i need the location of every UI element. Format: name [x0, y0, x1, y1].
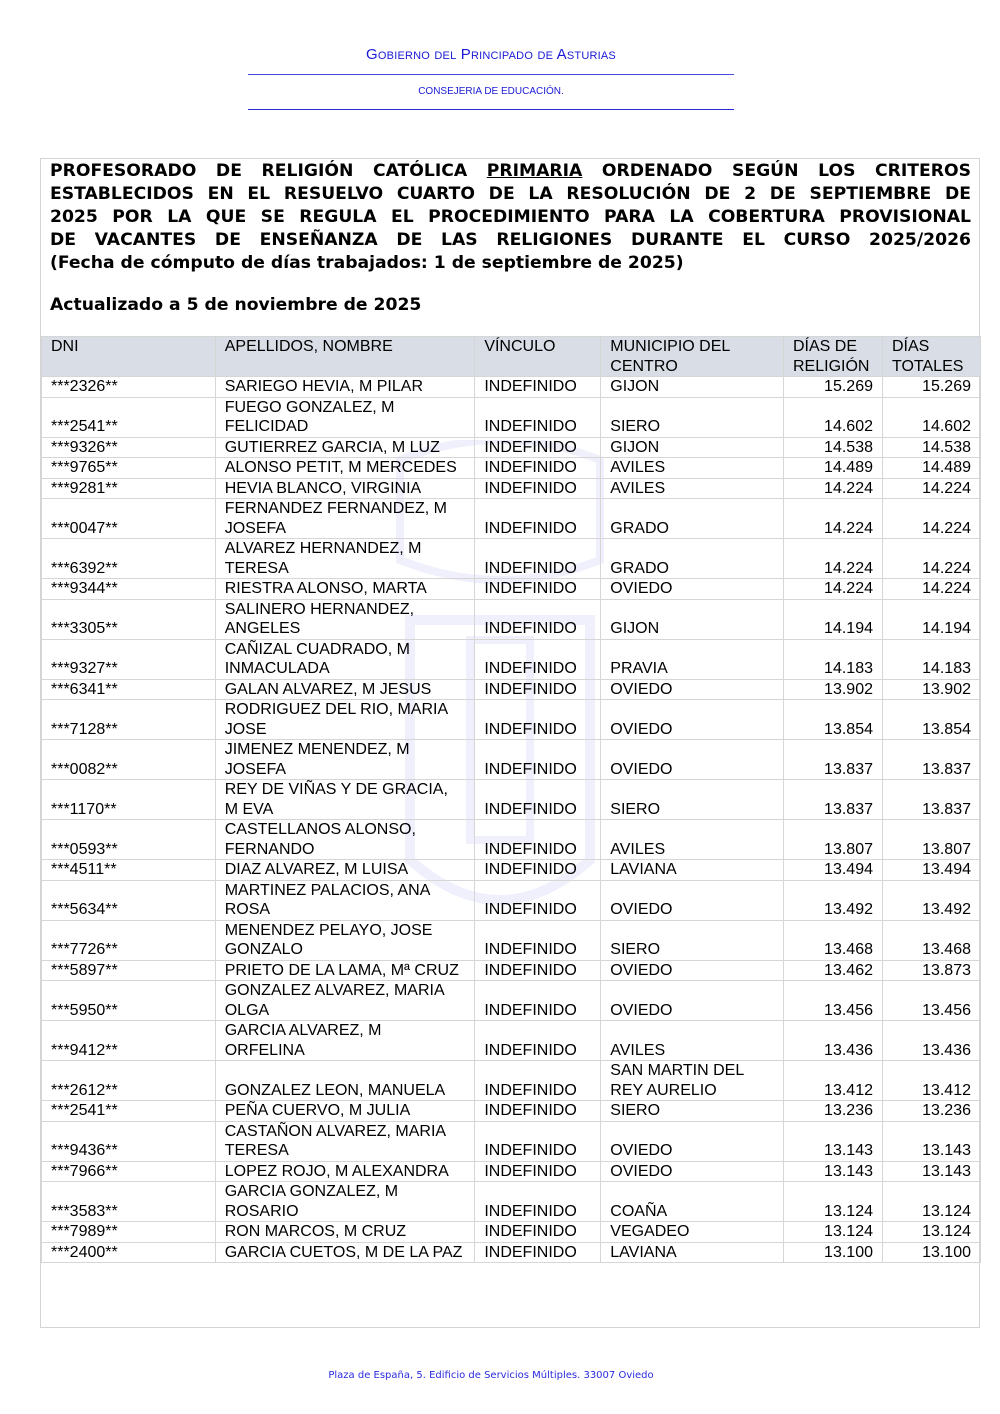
dias-totales-cell: 13.124	[882, 1182, 980, 1222]
name-cell: ALVAREZ HERNANDEZ, M TERESA	[215, 539, 475, 579]
dias-totales-cell: 15.269	[882, 377, 980, 398]
name-cell: JIMENEZ MENENDEZ, M JOSEFA	[215, 740, 475, 780]
dias-religion-cell: 14.538	[784, 437, 883, 458]
table-row	[42, 920, 981, 960]
table-row	[42, 679, 981, 700]
dni-cell: ***1170**	[42, 780, 216, 820]
title-line-4: DE VACANTES DE ENSEÑANZA DE LAS RELIGIONES DURANTE EL CURSO 2025/2026	[50, 230, 971, 250]
table-row	[42, 1182, 981, 1222]
table-row	[42, 1161, 981, 1182]
municipio-cell: SIERO	[601, 397, 784, 437]
dni-cell: ***9765**	[42, 458, 216, 479]
dias-totales-cell: 13.873	[882, 960, 980, 981]
dni-cell: ***2541**	[42, 397, 216, 437]
column-header-dias-totales: DÍAS TOTALES	[882, 337, 980, 377]
title-line-3: 2025 POR LA QUE SE REGULA EL PROCEDIMIENTO PARA LA COBERTURA PROVISIONAL	[50, 207, 971, 227]
dni-cell: ***5950**	[42, 981, 216, 1021]
dias-religion-cell: 13.100	[784, 1242, 883, 1263]
dias-religion-cell: 13.456	[784, 981, 883, 1021]
vinculo-cell: INDEFINIDO	[475, 499, 601, 539]
dias-religion-cell: 14.224	[784, 539, 883, 579]
vinculo-cell: INDEFINIDO	[475, 920, 601, 960]
name-cell: GUTIERREZ GARCIA, M LUZ	[215, 437, 475, 458]
dias-totales-cell: 13.456	[882, 981, 980, 1021]
dni-cell: ***3583**	[42, 1182, 216, 1222]
dias-religion-cell: 13.854	[784, 700, 883, 740]
dias-totales-cell: 13.854	[882, 700, 980, 740]
teachers-table	[41, 336, 981, 1263]
department-header: CONSEJERIA DE EDUCACIÓN.	[418, 86, 564, 97]
dias-religion-cell: 13.492	[784, 880, 883, 920]
table-row	[42, 397, 981, 437]
name-cell: GONZALEZ ALVAREZ, MARIA OLGA	[215, 981, 475, 1021]
table-row	[42, 1242, 981, 1263]
dias-religion-cell: 13.143	[784, 1161, 883, 1182]
municipio-cell: AVILES	[601, 1021, 784, 1061]
municipio-cell: OVIEDO	[601, 740, 784, 780]
dias-totales-cell: 14.489	[882, 458, 980, 479]
dias-totales-cell: 14.224	[882, 539, 980, 579]
municipio-cell: COAÑA	[601, 1182, 784, 1222]
dias-totales-cell: 13.100	[882, 1242, 980, 1263]
dias-religion-cell: 14.224	[784, 579, 883, 600]
vinculo-cell: INDEFINIDO	[475, 539, 601, 579]
dni-cell: ***2326**	[42, 377, 216, 398]
municipio-cell: AVILES	[601, 458, 784, 479]
dni-cell: ***7128**	[42, 700, 216, 740]
name-cell: GARCIA GONZALEZ, M ROSARIO	[215, 1182, 475, 1222]
dias-totales-cell: 13.807	[882, 820, 980, 860]
vinculo-cell: INDEFINIDO	[475, 1242, 601, 1263]
name-cell: CASTELLANOS ALONSO, FERNANDO	[215, 820, 475, 860]
table-row	[42, 700, 981, 740]
dias-religion-cell: 14.224	[784, 499, 883, 539]
municipio-cell: LAVIANA	[601, 1242, 784, 1263]
dni-cell: ***6392**	[42, 539, 216, 579]
dias-religion-cell: 14.224	[784, 478, 883, 499]
name-cell: GARCIA CUETOS, M DE LA PAZ	[215, 1242, 475, 1263]
vinculo-cell: INDEFINIDO	[475, 981, 601, 1021]
table-header-row	[42, 337, 981, 377]
name-cell: PEÑA CUERVO, M JULIA	[215, 1101, 475, 1122]
name-cell: RON MARCOS, M CRUZ	[215, 1222, 475, 1243]
dni-cell: ***9344**	[42, 579, 216, 600]
municipio-cell: OVIEDO	[601, 1161, 784, 1182]
dni-cell: ***7966**	[42, 1161, 216, 1182]
dni-cell: ***4511**	[42, 860, 216, 881]
table-row	[42, 1121, 981, 1161]
table-row	[42, 860, 981, 881]
dias-totales-cell: 13.124	[882, 1222, 980, 1243]
dias-religion-cell: 13.462	[784, 960, 883, 981]
dias-totales-cell: 14.224	[882, 579, 980, 600]
table-row	[42, 1101, 981, 1122]
dias-religion-cell: 13.837	[784, 740, 883, 780]
dias-religion-cell: 14.183	[784, 639, 883, 679]
dias-totales-cell: 14.183	[882, 639, 980, 679]
municipio-cell: OVIEDO	[601, 1121, 784, 1161]
organization-header: Gobierno del Principado de Asturias	[366, 46, 616, 63]
table-row	[42, 539, 981, 579]
municipio-cell: GIJON	[601, 437, 784, 458]
column-header-municipio: MUNICIPIO DEL CENTRO	[601, 337, 784, 377]
dni-cell: ***5897**	[42, 960, 216, 981]
dias-totales-cell: 13.494	[882, 860, 980, 881]
dias-religion-cell: 13.436	[784, 1021, 883, 1061]
table-row	[42, 981, 981, 1021]
dias-religion-cell: 13.236	[784, 1101, 883, 1122]
table-body	[42, 377, 981, 1263]
vinculo-cell: INDEFINIDO	[475, 1021, 601, 1061]
name-cell: GALAN ALVAREZ, M JESUS	[215, 679, 475, 700]
table-row	[42, 437, 981, 458]
municipio-cell: SIERO	[601, 1101, 784, 1122]
name-cell: FERNANDEZ FERNANDEZ, M JOSEFA	[215, 499, 475, 539]
dias-religion-cell: 14.194	[784, 599, 883, 639]
dias-religion-cell: 14.489	[784, 458, 883, 479]
dias-religion-cell: 13.412	[784, 1061, 883, 1101]
dias-totales-cell: 13.143	[882, 1161, 980, 1182]
municipio-cell: LAVIANA	[601, 860, 784, 881]
dias-religion-cell: 13.143	[784, 1121, 883, 1161]
name-cell: MENENDEZ PELAYO, JOSE GONZALO	[215, 920, 475, 960]
municipio-cell: SIERO	[601, 780, 784, 820]
header-divider-bottom	[248, 109, 734, 110]
vinculo-cell: INDEFINIDO	[475, 458, 601, 479]
dias-religion-cell: 13.124	[784, 1182, 883, 1222]
dias-totales-cell: 13.236	[882, 1101, 980, 1122]
municipio-cell: OVIEDO	[601, 679, 784, 700]
table-row	[42, 780, 981, 820]
dni-cell: ***0593**	[42, 820, 216, 860]
dni-cell: ***7726**	[42, 920, 216, 960]
dni-cell: ***0047**	[42, 499, 216, 539]
dni-cell: ***9281**	[42, 478, 216, 499]
name-cell: RODRIGUEZ DEL RIO, MARIA JOSE	[215, 700, 475, 740]
table-row	[42, 1061, 981, 1101]
vinculo-cell: INDEFINIDO	[475, 1121, 601, 1161]
vinculo-cell: INDEFINIDO	[475, 740, 601, 780]
table-row	[42, 599, 981, 639]
name-cell: FUEGO GONZALEZ, M FELICIDAD	[215, 397, 475, 437]
dias-totales-cell: 13.492	[882, 880, 980, 920]
dias-religion-cell: 13.837	[784, 780, 883, 820]
municipio-cell: OVIEDO	[601, 579, 784, 600]
table-row	[42, 478, 981, 499]
vinculo-cell: INDEFINIDO	[475, 639, 601, 679]
header-divider-top	[248, 74, 734, 75]
dni-cell: ***0082**	[42, 740, 216, 780]
municipio-cell: GIJON	[601, 377, 784, 398]
name-cell: PRIETO DE LA LAMA, Mª CRUZ	[215, 960, 475, 981]
municipio-cell: OVIEDO	[601, 960, 784, 981]
municipio-cell: GIJON	[601, 599, 784, 639]
dias-religion-cell: 13.807	[784, 820, 883, 860]
municipio-cell: AVILES	[601, 820, 784, 860]
name-cell: LOPEZ ROJO, M ALEXANDRA	[215, 1161, 475, 1182]
dias-totales-cell: 14.224	[882, 478, 980, 499]
dni-cell: ***6341**	[42, 679, 216, 700]
column-header-dias-religion: DÍAS DE RELIGIÓN	[784, 337, 883, 377]
dni-cell: ***3305**	[42, 599, 216, 639]
name-cell: REY DE VIÑAS Y DE GRACIA, M EVA	[215, 780, 475, 820]
vinculo-cell: INDEFINIDO	[475, 397, 601, 437]
name-cell: SARIEGO HEVIA, M PILAR	[215, 377, 475, 398]
dni-cell: ***2400**	[42, 1242, 216, 1263]
municipio-cell: SIERO	[601, 920, 784, 960]
name-cell: GARCIA ALVAREZ, M ORFELINA	[215, 1021, 475, 1061]
dni-cell: ***7989**	[42, 1222, 216, 1243]
municipio-cell: OVIEDO	[601, 700, 784, 740]
dias-religion-cell: 14.602	[784, 397, 883, 437]
vinculo-cell: INDEFINIDO	[475, 579, 601, 600]
table-row	[42, 1222, 981, 1243]
name-cell: CAÑIZAL CUADRADO, M INMACULADA	[215, 639, 475, 679]
name-cell: RIESTRA ALONSO, MARTA	[215, 579, 475, 600]
vinculo-cell: INDEFINIDO	[475, 599, 601, 639]
dias-totales-cell: 13.837	[882, 740, 980, 780]
dias-totales-cell: 13.412	[882, 1061, 980, 1101]
municipio-cell: SAN MARTIN DEL REY AURELIO	[601, 1061, 784, 1101]
name-cell: ALONSO PETIT, M MERCEDES	[215, 458, 475, 479]
vinculo-cell: INDEFINIDO	[475, 820, 601, 860]
vinculo-cell: INDEFINIDO	[475, 700, 601, 740]
vinculo-cell: INDEFINIDO	[475, 1161, 601, 1182]
vinculo-cell: INDEFINIDO	[475, 437, 601, 458]
vinculo-cell: INDEFINIDO	[475, 860, 601, 881]
municipio-cell: GRADO	[601, 539, 784, 579]
dias-totales-cell: 14.194	[882, 599, 980, 639]
vinculo-cell: INDEFINIDO	[475, 1182, 601, 1222]
table-row	[42, 579, 981, 600]
vinculo-cell: INDEFINIDO	[475, 679, 601, 700]
municipio-cell: AVILES	[601, 478, 784, 499]
vinculo-cell: INDEFINIDO	[475, 1222, 601, 1243]
dias-religion-cell: 13.902	[784, 679, 883, 700]
table-row	[42, 820, 981, 860]
title-line-5: (Fecha de cómputo de días trabajados: 1 de septiembre de 2025)	[50, 253, 684, 273]
municipio-cell: GRADO	[601, 499, 784, 539]
table-row	[42, 1021, 981, 1061]
dni-cell: ***5634**	[42, 880, 216, 920]
table-row	[42, 377, 981, 398]
title-line-2: ESTABLECIDOS EN EL RESUELVO CUARTO DE LA RESOLUCIÓN DE 2 DE SEPTIEMBRE DE	[50, 184, 971, 204]
table-row	[42, 960, 981, 981]
dias-totales-cell: 13.143	[882, 1121, 980, 1161]
dias-religion-cell: 13.494	[784, 860, 883, 881]
table-row	[42, 499, 981, 539]
title-underlined-level: PRIMARIA	[486, 161, 583, 181]
column-header-vinculo: VÍNCULO	[475, 337, 601, 377]
dias-totales-cell: 14.538	[882, 437, 980, 458]
footer-address: Plaza de España, 5. Edificio de Servicios Múltiples. 33007 Oviedo	[328, 1370, 654, 1381]
name-cell: SALINERO HERNANDEZ, ANGELES	[215, 599, 475, 639]
name-cell: MARTINEZ PALACIOS, ANA ROSA	[215, 880, 475, 920]
dni-cell: ***9327**	[42, 639, 216, 679]
dias-totales-cell: 13.837	[882, 780, 980, 820]
vinculo-cell: INDEFINIDO	[475, 960, 601, 981]
municipio-cell: PRAVIA	[601, 639, 784, 679]
name-cell: HEVIA BLANCO, VIRGINIA	[215, 478, 475, 499]
dni-cell: ***2541**	[42, 1101, 216, 1122]
updated-date: Actualizado a 5 de noviembre de 2025	[50, 295, 422, 315]
dias-totales-cell: 13.468	[882, 920, 980, 960]
municipio-cell: OVIEDO	[601, 880, 784, 920]
vinculo-cell: INDEFINIDO	[475, 1061, 601, 1101]
dni-cell: ***9326**	[42, 437, 216, 458]
dias-totales-cell: 14.602	[882, 397, 980, 437]
vinculo-cell: INDEFINIDO	[475, 780, 601, 820]
dni-cell: ***9436**	[42, 1121, 216, 1161]
municipio-cell: VEGADEO	[601, 1222, 784, 1243]
column-header-dni: DNI	[42, 337, 216, 377]
document-title	[50, 160, 971, 275]
dias-totales-cell: 13.902	[882, 679, 980, 700]
title-line-1: PROFESORADO DE RELIGIÓN CATÓLICA PRIMARIA ORDENADO SEGÚN LOS CRITEROS	[50, 161, 971, 181]
municipio-cell: OVIEDO	[601, 981, 784, 1021]
table-row	[42, 880, 981, 920]
dias-totales-cell: 14.224	[882, 499, 980, 539]
dni-cell: ***9412**	[42, 1021, 216, 1061]
dias-religion-cell: 13.124	[784, 1222, 883, 1243]
name-cell: GONZALEZ LEON, MANUELA	[215, 1061, 475, 1101]
vinculo-cell: INDEFINIDO	[475, 478, 601, 499]
column-header-name: APELLIDOS, NOMBRE	[215, 337, 475, 377]
dias-religion-cell: 15.269	[784, 377, 883, 398]
dni-cell: ***2612**	[42, 1061, 216, 1101]
name-cell: CASTAÑON ALVAREZ, MARIA TERESA	[215, 1121, 475, 1161]
table-row	[42, 458, 981, 479]
dias-totales-cell: 13.436	[882, 1021, 980, 1061]
table-row	[42, 740, 981, 780]
name-cell: DIAZ ALVAREZ, M LUISA	[215, 860, 475, 881]
dias-religion-cell: 13.468	[784, 920, 883, 960]
table-row	[42, 639, 981, 679]
vinculo-cell: INDEFINIDO	[475, 1101, 601, 1122]
vinculo-cell: INDEFINIDO	[475, 377, 601, 398]
vinculo-cell: INDEFINIDO	[475, 880, 601, 920]
